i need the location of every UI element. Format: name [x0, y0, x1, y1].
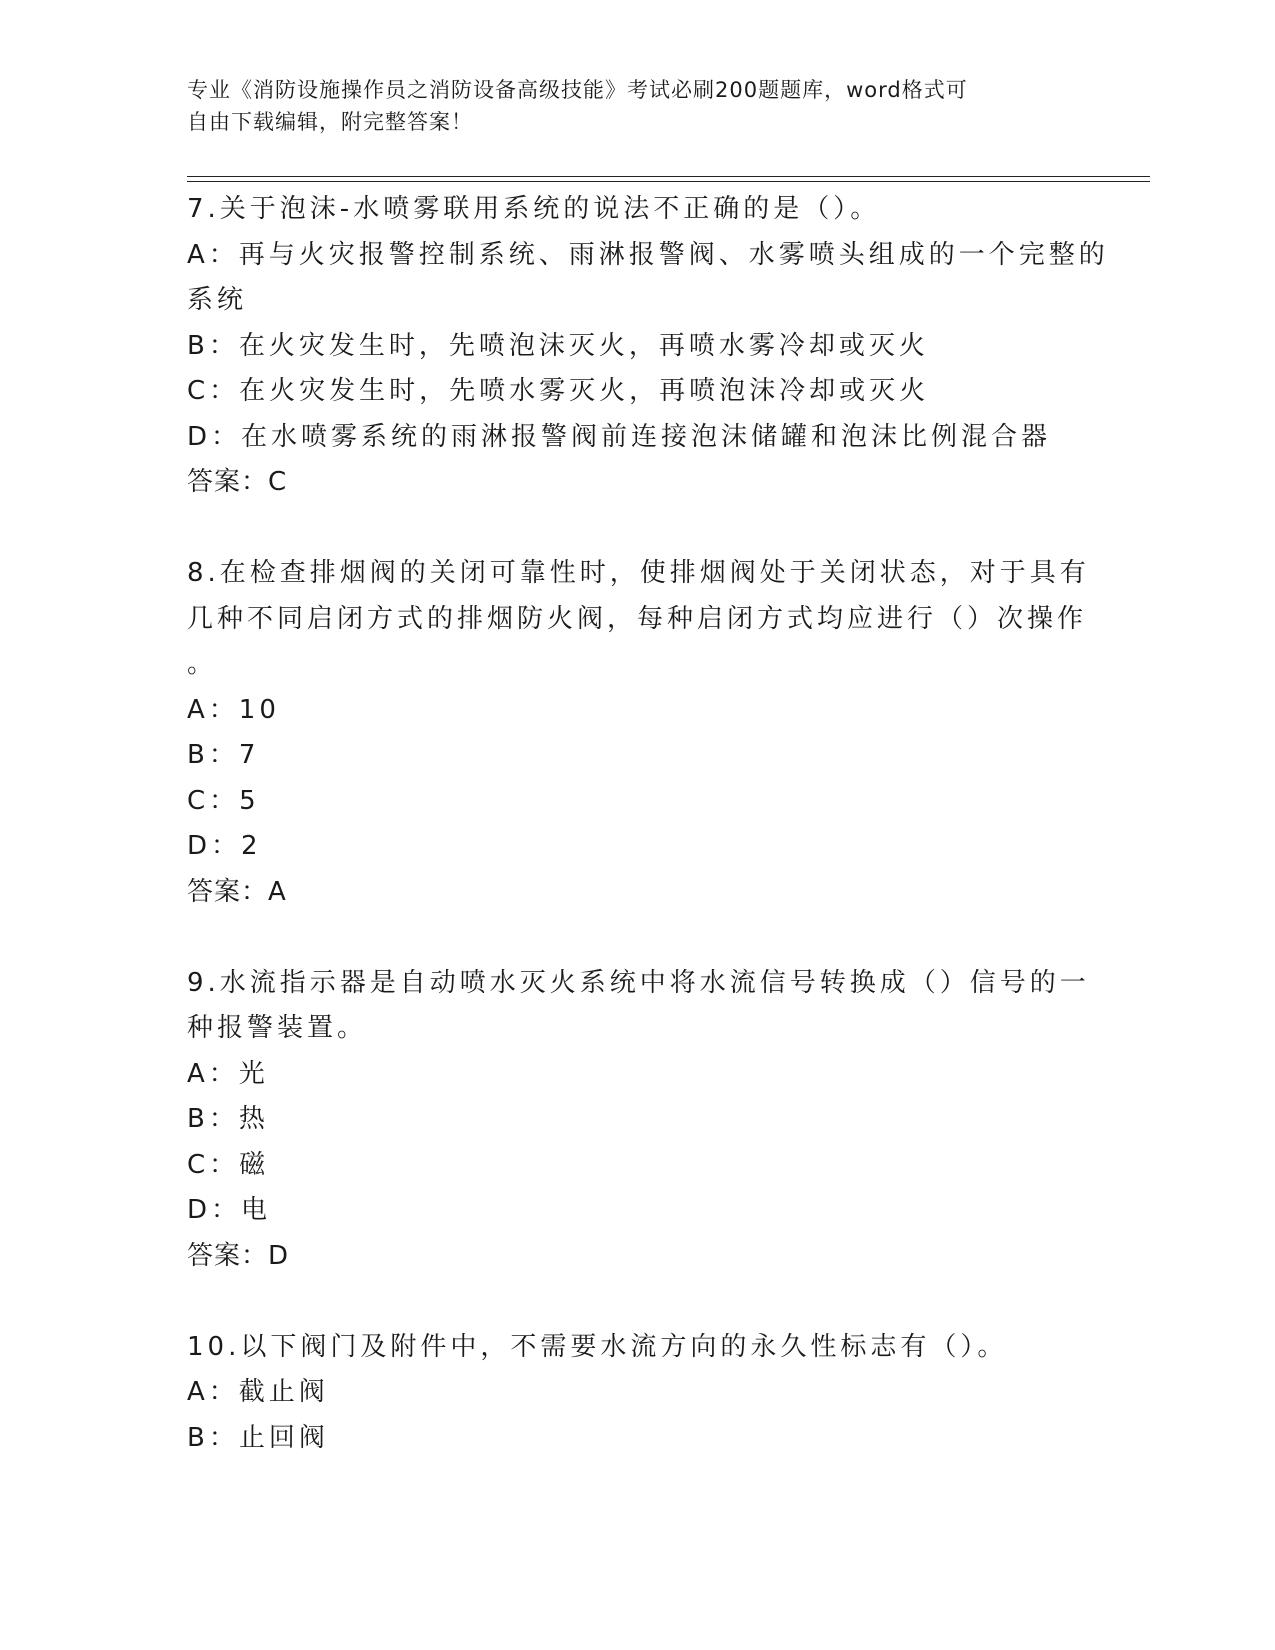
- header-line-1: 专业《消防设施操作员之消防设备高级技能》考试必刷200题题库，word格式可: [187, 78, 968, 102]
- option-a: A：截止阀: [187, 1377, 329, 1407]
- spacer: [187, 1279, 1087, 1325]
- question-10: [187, 1325, 1087, 1462]
- option-a-continued: 系统: [187, 285, 248, 315]
- question-stem: 7.关于泡沫-水喷雾联用系统的说法不正确的是（）。: [187, 194, 881, 224]
- question-8: [187, 551, 1090, 915]
- answer: 答案：D: [187, 1240, 290, 1271]
- option-c: C：在火灾发生时，先喷水雾灭火，再喷泡沫冷却或灭火: [187, 376, 930, 406]
- option-a: A：光: [187, 1058, 269, 1089]
- header-rule-bottom: [187, 181, 1150, 182]
- question-list: [187, 187, 1109, 1461]
- question-stem: 8.在检查排烟阀的关闭可靠性时，使排烟阀处于关闭状态，对于具有: [187, 558, 1090, 588]
- option-b: B：止回阀: [187, 1422, 329, 1453]
- option-b: B：在火灾发生时，先喷泡沫灭火，再喷水雾冷却或灭火: [187, 330, 929, 361]
- option-d: D：2: [187, 831, 262, 861]
- question-9: [187, 961, 1090, 1280]
- document-header: [187, 74, 1067, 138]
- spacer: [187, 506, 1087, 552]
- question-stem-continued: 种报警装置。: [187, 1013, 368, 1043]
- question-7: [187, 187, 1109, 506]
- option-c: C：5: [187, 785, 260, 816]
- option-d: D：电: [187, 1195, 272, 1225]
- question-stem: 10.以下阀门及附件中，不需要水流方向的永久性标志有（）。: [187, 1331, 1008, 1362]
- spacer: [187, 915, 1087, 961]
- question-stem: 9.水流指示器是自动喷水灭火系统中将水流信号转换成（）信号的一: [187, 967, 1090, 998]
- answer: 答案：C: [187, 467, 288, 497]
- option-a: A：10: [187, 694, 280, 725]
- option-a: A：再与火灾报警控制系统、雨淋报警阀、水雾喷头组成的一个完整的: [187, 239, 1109, 270]
- header-rule-top: [187, 176, 1150, 177]
- answer: 答案：A: [187, 876, 287, 907]
- question-stem-continued: 几种不同启闭方式的排烟防火阀，每种启闭方式均应进行（）次操作: [187, 603, 1088, 634]
- option-c: C：磁: [187, 1149, 270, 1180]
- option-b: B：7: [187, 740, 260, 770]
- option-b: B：热: [187, 1104, 269, 1134]
- question-stem-continued: 。: [187, 649, 218, 679]
- option-d: D：在水喷雾系统的雨淋报警阀前连接泡沫储罐和泡沫比例混合器: [187, 421, 1052, 452]
- header-line-2: 自由下载编辑，附完整答案！: [187, 110, 473, 134]
